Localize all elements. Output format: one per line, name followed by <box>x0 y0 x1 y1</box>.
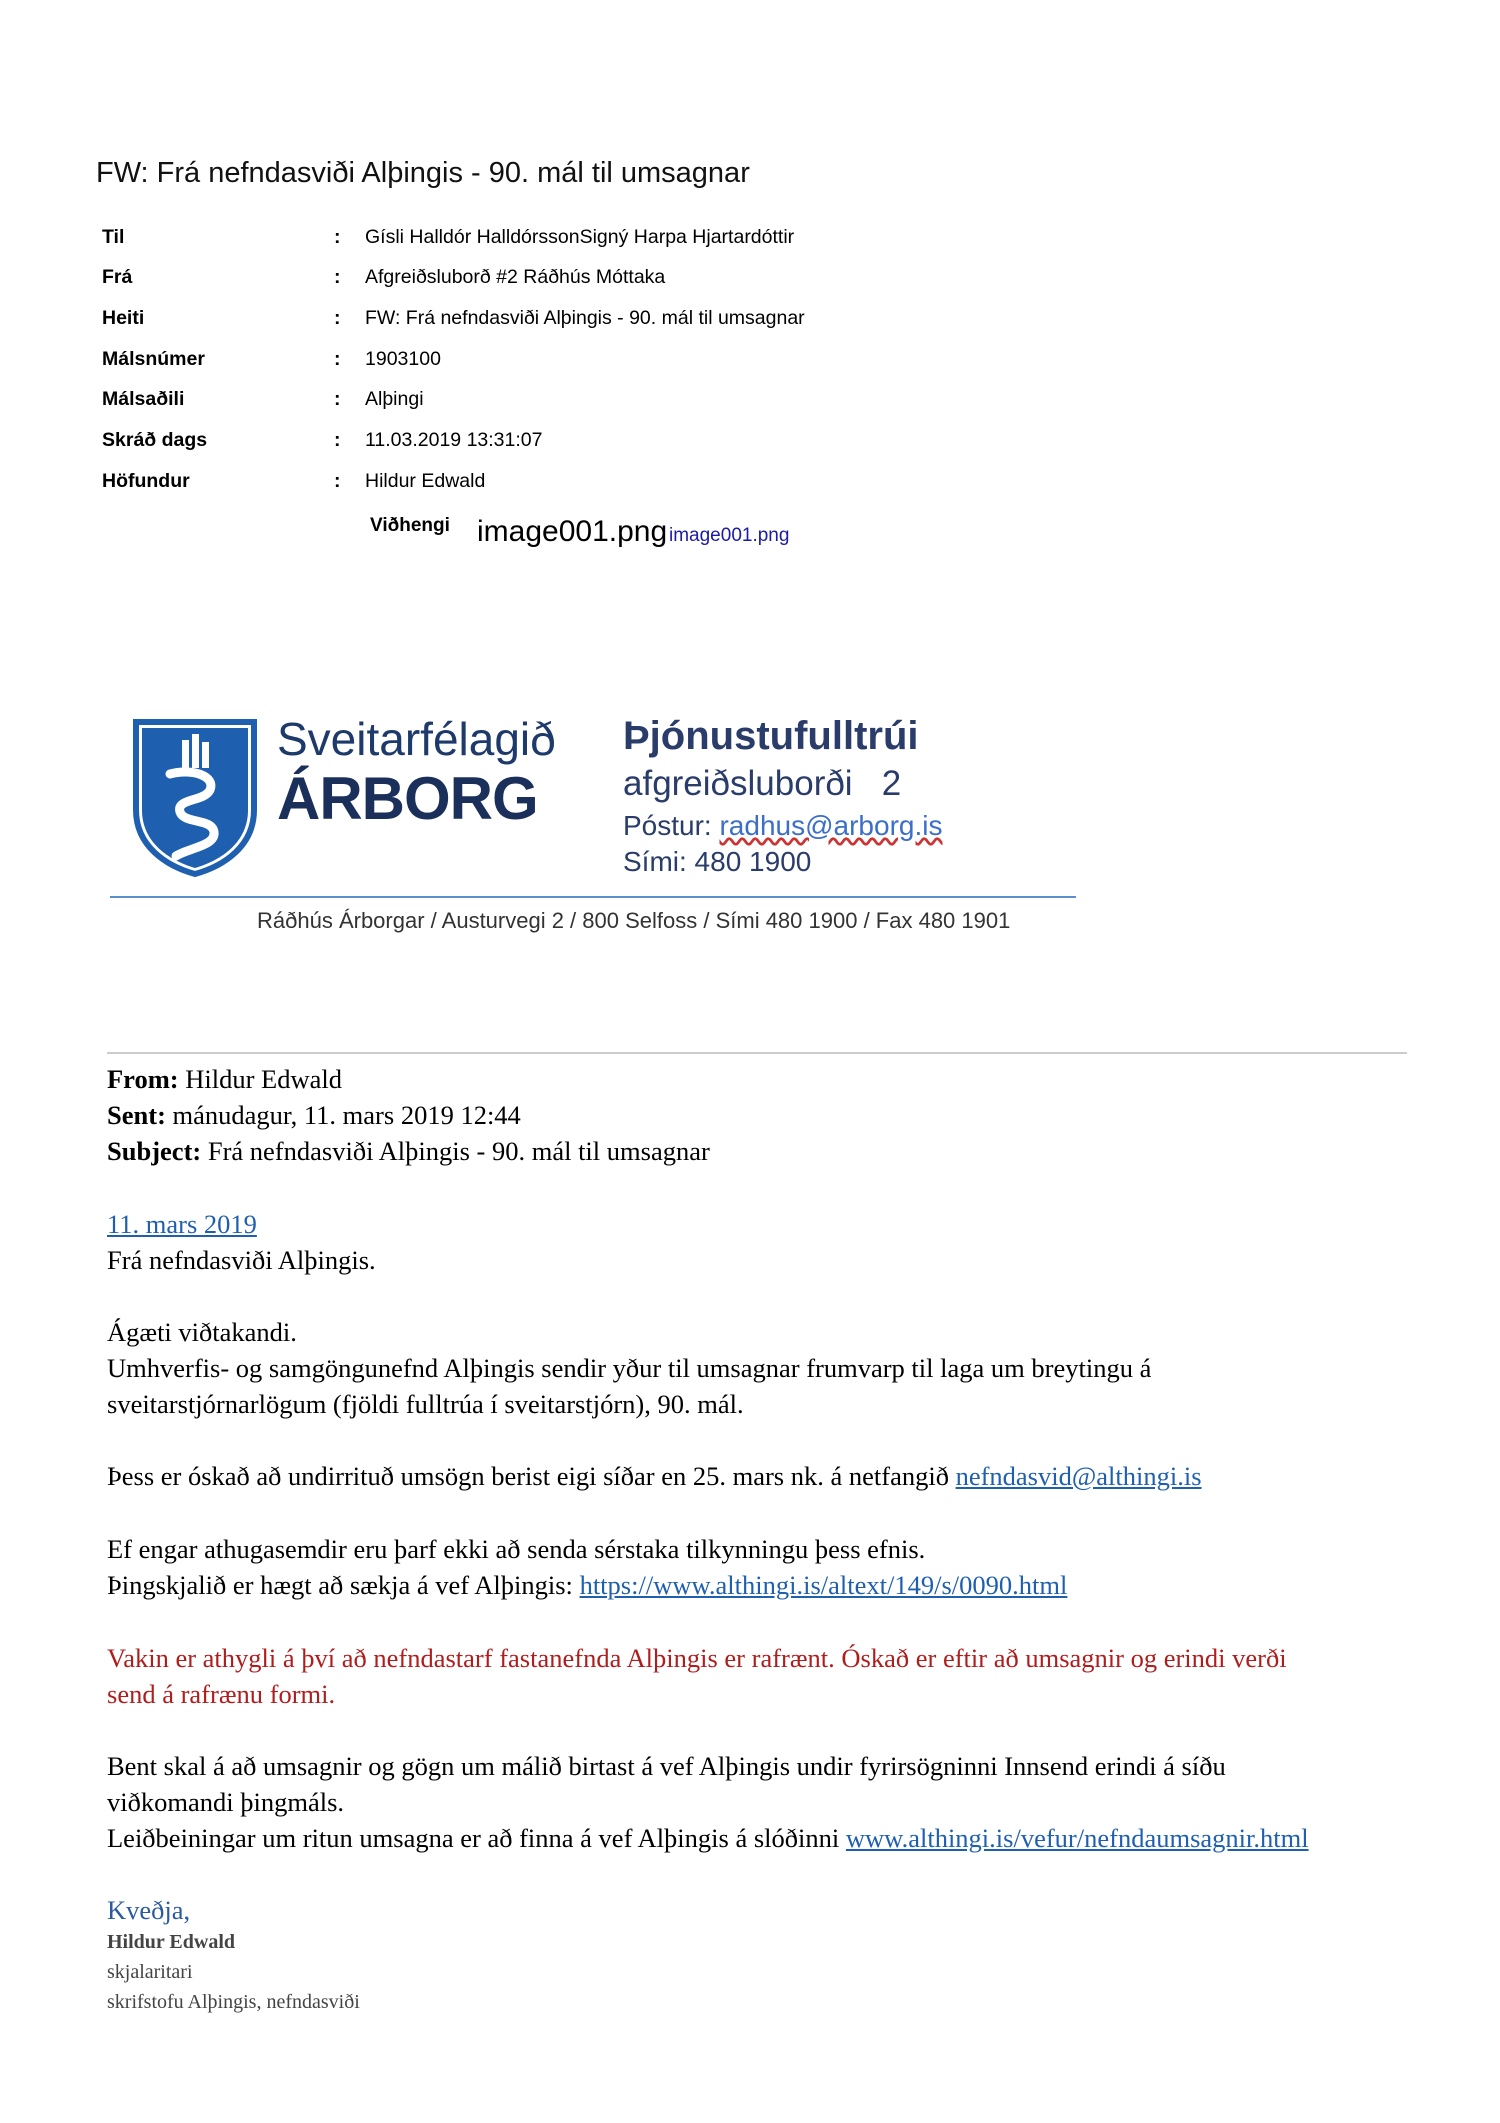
service-phone: Sími: 480 1900 <box>623 846 812 877</box>
meta-value: Afgreiðsluborð #2 Ráðhús Móttaka <box>365 266 666 288</box>
meta-colon: : <box>334 348 341 370</box>
paragraph-4-line-1: Bent skal á að umsagnir og gögn um málið birtast á vef Alþingis undir fyrirsögninni Innsend erindi á síðu <box>107 1751 1226 1781</box>
arborg-shield-logo-icon <box>132 718 258 878</box>
notice-line-1: Vakin er athygli á því að nefndastarf fastanefnda Alþingis er rafrænt. Óskað er eftir að umsagnir og erindi verði <box>107 1643 1287 1673</box>
meta-colon: : <box>334 388 341 410</box>
banner-divider <box>110 896 1076 898</box>
subject-value: Frá nefndasviði Alþingis - 90. mál til umsagnar <box>207 1136 710 1166</box>
service-title: Þjónustufulltrúi <box>623 714 919 758</box>
mail-label: Póstur: <box>623 810 712 841</box>
paragraph-2-text: Þess er óskað að undirrituð umsögn berist eigi síðar en 25. mars nk. á netfangið <box>107 1461 949 1491</box>
meta-label: Málsaðili <box>102 388 185 410</box>
signature-role: skjalaritari <box>107 1961 193 1983</box>
municipality-name-line1: Sveitarfélagið <box>277 713 556 765</box>
email-sent <box>107 1100 521 1131</box>
meta-value: Alþingi <box>365 388 424 410</box>
sent-value: mánudagur, 11. mars 2019 12:44 <box>172 1100 521 1130</box>
signature-name: Hildur Edwald <box>107 1931 236 1953</box>
meta-value: FW: Frá nefndasviði Alþingis - 90. mál til umsagnar <box>365 307 805 329</box>
banner-address: Ráðhús Árborgar / Austurvegi 2 / 800 Selfoss / Sími 480 1900 / Fax 480 1901 <box>257 908 1011 933</box>
email-address-link[interactable]: nefndasvid@althingi.is <box>955 1461 1202 1491</box>
meta-label: Til <box>102 226 125 248</box>
meta-value: 11.03.2019 13:31:07 <box>365 429 543 451</box>
document-link[interactable]: https://www.althingi.is/altext/149/s/0090.html <box>579 1570 1068 1600</box>
municipality-name-line2: ÁRBORG <box>277 765 538 832</box>
meta-label: Málsnúmer <box>102 348 205 370</box>
attachment-name: image001.png <box>477 515 668 548</box>
meta-value: Hildur Edwald <box>365 470 486 492</box>
email-subject <box>107 1136 710 1167</box>
notice-line-2: send á rafrænu formi. <box>107 1679 336 1709</box>
meta-label: Höfundur <box>102 470 190 492</box>
meta-label: Skráð dags <box>102 429 208 451</box>
email-divider <box>107 1052 1407 1054</box>
attachment-link[interactable]: image001.png <box>669 525 790 546</box>
guidelines-link[interactable]: www.althingi.is/vefur/nefndaumsagnir.html <box>845 1823 1309 1853</box>
signature-office: skrifstofu Alþingis, nefndasviði <box>107 1991 360 2013</box>
origin-line: Frá nefndasviði Alþingis. <box>107 1245 376 1275</box>
from-value: Hildur Edwald <box>185 1064 343 1094</box>
meta-colon: : <box>334 226 341 248</box>
paragraph-4-text: Leiðbeiningar um ritun umsagna er að finna á vef Alþingis á slóðinni <box>107 1823 840 1853</box>
mail-link[interactable]: radhus@arborg.is <box>719 810 943 841</box>
meta-colon: : <box>334 266 341 288</box>
greeting: Ágæti viðtakandi. <box>107 1317 297 1347</box>
paragraph-3-line-1: Ef engar athugasemdir eru þarf ekki að senda sérstaka tilkynningu þess efnis. <box>107 1534 926 1564</box>
closing: Kveðja, <box>107 1895 191 1925</box>
attachment-label: Viðhengi <box>370 515 450 536</box>
paragraph-3-line-2 <box>107 1570 1067 1601</box>
paragraph-3-text: Þingskjalið er hægt að sækja á vef Alþingis: <box>107 1570 573 1600</box>
service-mail-row <box>623 810 942 842</box>
subject-label: Subject: <box>107 1136 202 1166</box>
email-from <box>107 1064 342 1095</box>
meta-value: 1903100 <box>365 348 441 370</box>
date-link[interactable]: 11. mars 2019 <box>107 1209 257 1239</box>
paragraph-4-line-3 <box>107 1823 1309 1854</box>
meta-label: Heiti <box>102 307 145 329</box>
meta-colon: : <box>334 307 341 329</box>
paragraph-2 <box>107 1461 1202 1492</box>
from-label: From: <box>107 1064 179 1094</box>
paragraph-1-line-2: sveitarstjórnarlögum (fjöldi fulltrúa í sveitarstjórn), 90. mál. <box>107 1389 744 1419</box>
meta-colon: : <box>334 429 341 451</box>
meta-value: Gísli Halldór HalldórssonSigný Harpa Hjartardóttir <box>365 226 795 248</box>
sent-label: Sent: <box>107 1100 166 1130</box>
meta-colon: : <box>334 470 341 492</box>
paragraph-4-line-2: viðkomandi þingmáls. <box>107 1787 345 1817</box>
page-title: FW: Frá nefndasviði Alþingis - 90. mál til umsagnar <box>96 157 750 189</box>
paragraph-1-line-1: Umhverfis- og samgöngunefnd Alþingis sendir yður til umsagnar frumvarp til laga um breytingu á <box>107 1353 1152 1383</box>
meta-label: Frá <box>102 266 133 288</box>
service-desk: afgreiðsluborði 2 <box>623 764 902 803</box>
